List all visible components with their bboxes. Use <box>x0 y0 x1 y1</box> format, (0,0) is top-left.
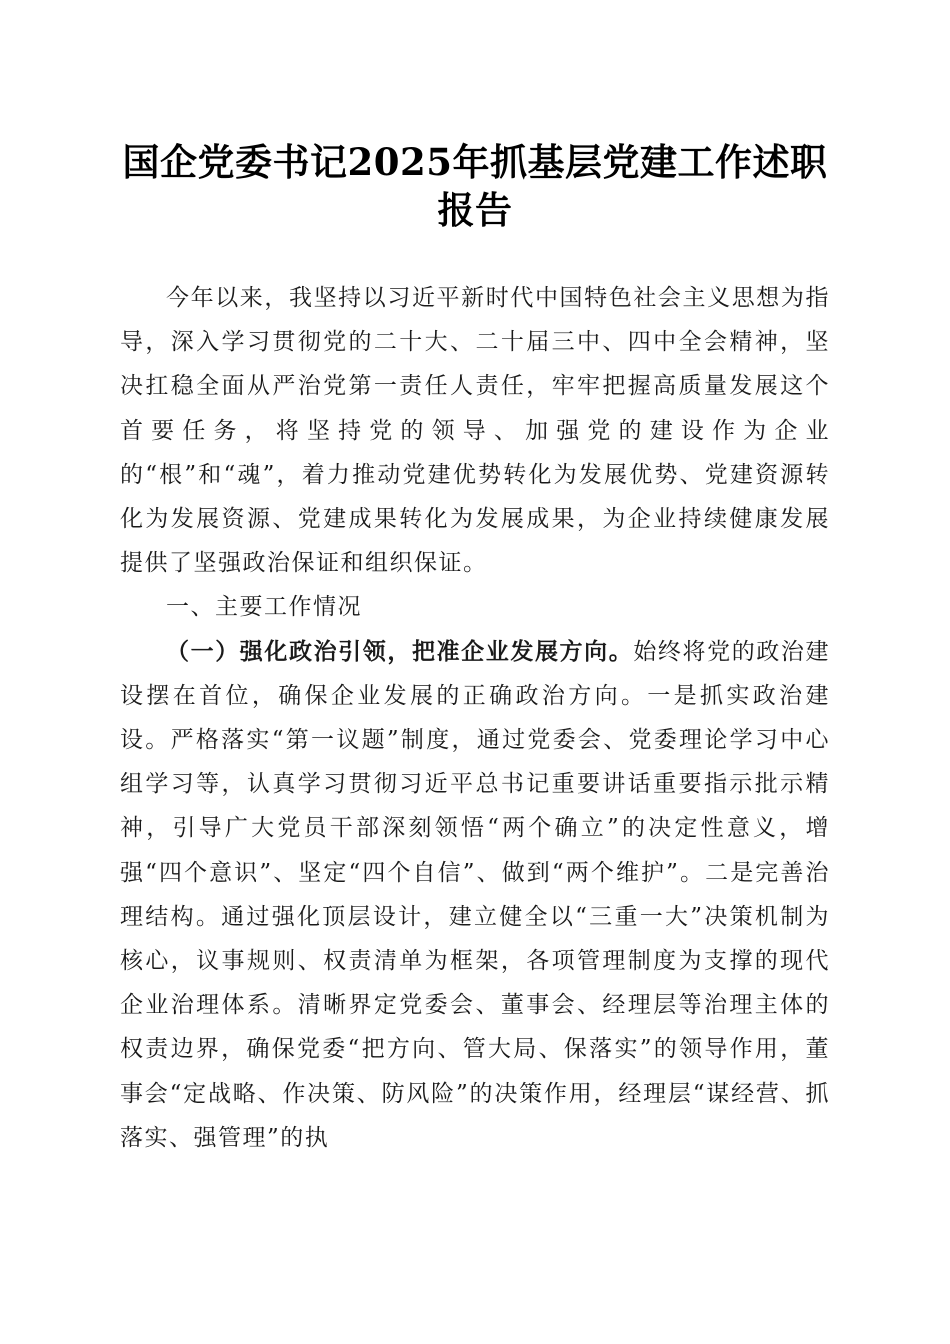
section-heading-main-work: 一、主要工作情况 <box>166 594 362 621</box>
document-body <box>120 276 830 1160</box>
subsection-paragraph-political-leadership <box>120 630 830 1160</box>
subsection-heading: （一）强化政治引领，把准企业发展方向。 <box>166 637 634 665</box>
document-title: 国企党委书记2025年抓基层党建工作述职报告 <box>122 140 828 232</box>
subsection-text: 始终将党的政治建设摆在首位，确保企业发展的正确政治方向。一是抓实政治建设。严格落实“第一议题”制度，通过党委会、党委理论学习中心组学习等，认真学习贯彻习近平总书记重要讲话重要指示批示精神，引导广大党员干部深刻领悟“两个确立”的决定性意义，增强“四个意识”、坚定“四个自信”、做到“两个维护”。二是完善治理结构。通过强化顶层设计，建立健全以“三重一大”决策机制为核心，议事规则、权责清单为框架，各项管理制度为支撑的现代企业治理体系。清晰界定党委会、董事会、经理层等治理主体的权责边界，确保党委“把方向、管大局、保落实”的领导作用，董事会“定战略、作决策、防风险”的决策作用，经理层“谋经营、抓落实、强管理”的执 <box>120 638 831 1151</box>
intro-paragraph: 今年以来，我坚持以习近平新时代中国特色社会主义思想为指导，深入学习贯彻党的二十大、二十届三中、四中全会精神，坚决扛稳全面从严治党第一责任人责任，牢牢把握高质量发展这个首要任务，将坚持党的领导、加强党的建设作为企业的“根”和“魂”，着力推动党建优势转化为发展优势、党建资源转化为发展资源、党建成果转化为发展成果，为企业持续健康发展提供了坚强政治保证和组织保证。 <box>120 285 830 577</box>
